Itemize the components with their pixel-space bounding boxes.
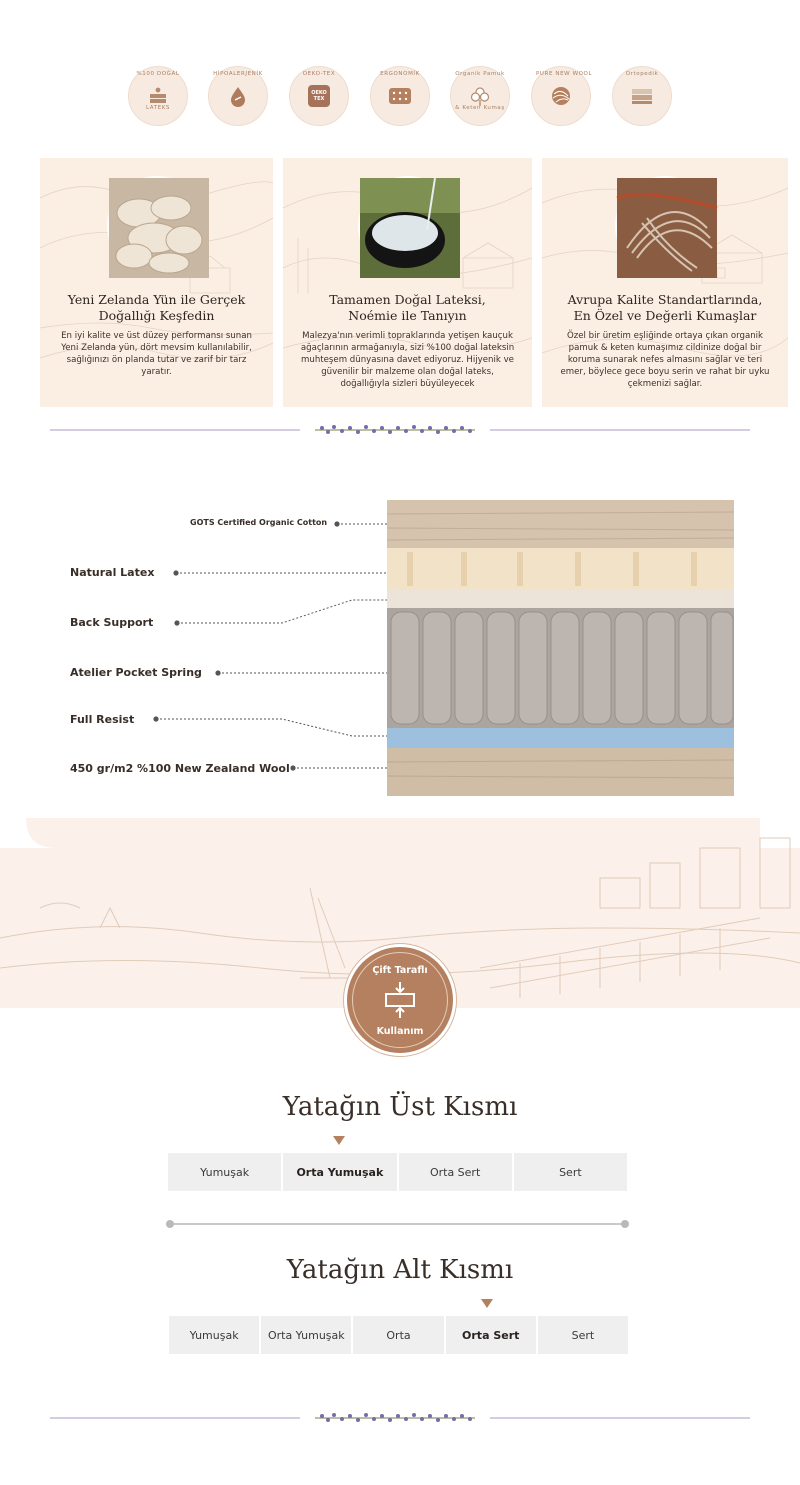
bottom-firmness-scale [169, 1316, 628, 1354]
top-firmness-option-sert[interactable]: Sert [514, 1153, 627, 1191]
top-firmness-title: Yatağın Üst Kısmı [282, 1092, 518, 1122]
top-firmness-option-orta-yumusak[interactable]: Orta Yumuşak [283, 1153, 398, 1191]
bottom-firmness-option-sert[interactable]: Sert [538, 1316, 628, 1354]
layer-label: Back Support [70, 616, 154, 629]
badge-pure-new-wool [531, 66, 591, 126]
wool-ball-icon [550, 85, 572, 107]
bottom-firmness-option-orta-sert[interactable]: Orta Sert [446, 1316, 538, 1354]
double-sided-bottom-text: Kullanım [376, 1026, 424, 1037]
badge-label: Organik Pamuk [455, 71, 505, 77]
badge-label: OEKO-TEX [302, 71, 336, 77]
card-title: Avrupa Kalite Standartlarında, En Özel ve Değerli Kumaşlar [567, 292, 763, 323]
badge-label: ERGONOMİK [380, 71, 420, 77]
badge-organik-pamuk [450, 66, 510, 126]
wool-photo [107, 176, 207, 276]
card-title: Tamamen Doğal Lateksi, Noémie ile Tanıyın [329, 292, 486, 323]
top-firmness-scale [168, 1153, 627, 1191]
oeko-tex-text: OEKO TEX [311, 90, 327, 102]
feature-badges [128, 66, 672, 128]
badge-dogal-lateks [128, 66, 188, 126]
flip-arrows-icon [380, 980, 420, 1020]
badge-label: LATEKS [145, 105, 171, 111]
badge-label: & Keten Kumaş [455, 105, 505, 111]
badge-label: %100 DOĞAL [136, 71, 180, 77]
feature-card-latex [283, 158, 532, 407]
top-firmness-indicator-icon [333, 1136, 345, 1145]
badge-hipoalerjenik [208, 66, 268, 126]
bottom-firmness-title: Yatağın Alt Kısmı [286, 1255, 514, 1285]
top-firmness-option-orta-sert[interactable]: Orta Sert [399, 1153, 514, 1191]
latex-sap-photo [358, 176, 458, 276]
badge-label: PURE NEW WOOL [536, 71, 593, 77]
latex-icon [147, 85, 169, 107]
layer-label: Full Resist [70, 713, 135, 726]
badge-ergonomik [370, 66, 430, 126]
layer-label: 450 gr/m2 %100 New Zealand Wool [70, 762, 290, 775]
mattress-layers [0, 490, 800, 810]
feature-card-wool [40, 158, 273, 407]
double-sided-top-text: Çift Taraflı [372, 965, 428, 976]
linen-yarn-photo [615, 176, 715, 276]
card-text: Malezya'nın verimli topraklarında yetişen kauçuk ağaçlarının armağanıyla, sizi %100 doğal lateksin muhteşem dünyasına davet ediyoruz. Hijyenik ve güvenilir bir malzeme olan doğal lateks, doğallığıyla sizleri büyüleyecek [300, 331, 515, 389]
cotton-flower-icon [469, 85, 491, 107]
separator-dot [166, 1220, 174, 1228]
mattress-cross-section [387, 500, 734, 796]
badge-oeko-tex [289, 66, 349, 126]
top-firmness-option-yumusak[interactable]: Yumuşak [168, 1153, 283, 1191]
card-text: En iyi kalite ve üst düzey performansı sunan Yeni Zelanda yün, dört mevsim kullanılabilir, sağlığınızı ön planda tutar ve zarif bir tarz yaratır. [61, 331, 252, 377]
section-separator [170, 1223, 625, 1225]
double-sided-badge [344, 944, 456, 1056]
ergonomic-grid-icon [389, 85, 411, 107]
droplet-icon [227, 85, 249, 107]
lavender-divider [50, 1406, 750, 1430]
lavender-divider [50, 418, 750, 442]
layer-label: GOTS Certified Organic Cotton [190, 518, 328, 527]
oeko-tex-icon [308, 85, 330, 107]
bottom-firmness-option-orta[interactable]: Orta [353, 1316, 445, 1354]
badge-ortopedik [612, 66, 672, 126]
bottom-firmness-option-yumusak[interactable]: Yumuşak [169, 1316, 261, 1354]
orthopedic-layers-icon [631, 85, 653, 107]
feature-card-linen [542, 158, 788, 407]
bottom-firmness-option-orta-yumusak[interactable]: Orta Yumuşak [261, 1316, 353, 1354]
badge-label: HİPOALERJENİK [213, 71, 263, 77]
badge-label: Ortopedik [625, 71, 659, 77]
bottom-firmness-indicator-icon [481, 1299, 493, 1308]
layer-label: Natural Latex [70, 566, 155, 579]
layer-label: Atelier Pocket Spring [70, 666, 202, 679]
card-title: Yeni Zelanda Yün ile Gerçek Doğallığı Keşfedin [67, 292, 246, 323]
separator-dot [621, 1220, 629, 1228]
card-text: Özel bir üretim eşliğinde ortaya çıkan organik pamuk & keten kumaşımız cildinize doğal bir koruma sunarak nefes almasını sağlar ve teri emer, böylece gece boyu serin ve rahat bir uyku çekmenizi sağlar. [560, 331, 770, 389]
